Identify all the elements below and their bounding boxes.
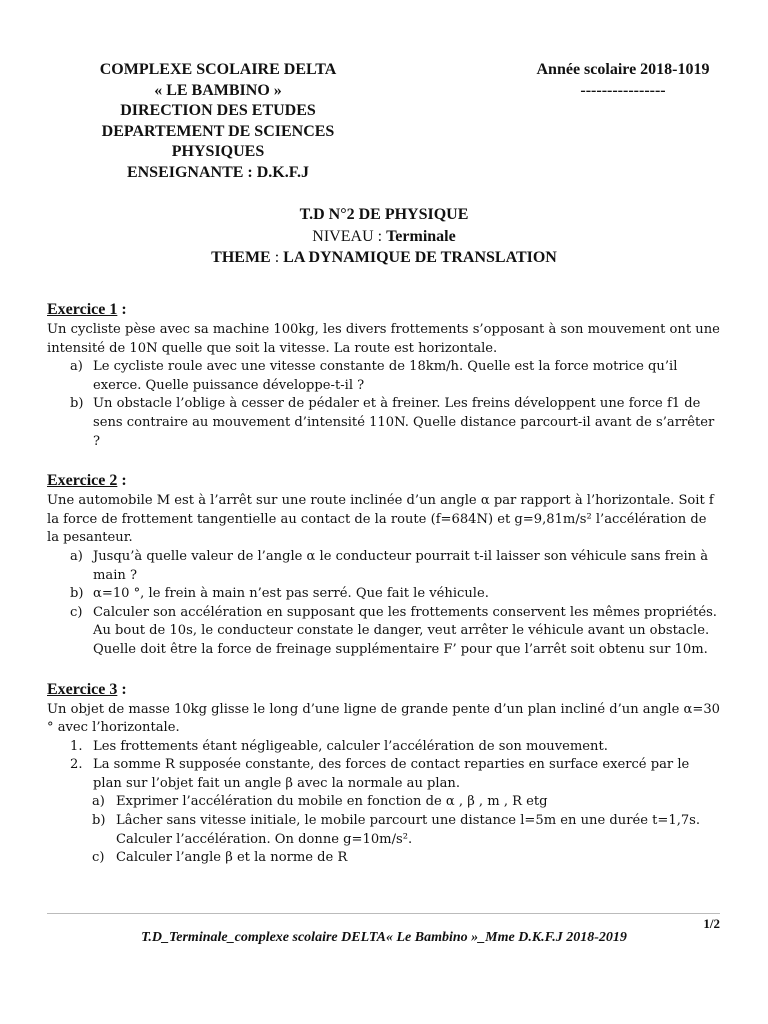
list-item: 2. La somme R supposée constante, des forces de contact reparties en surface exercé par le plan sur l’objet fait un angle β avec la normale au plan. [70,757,690,791]
direction-line: DIRECTION DES ETUDES [120,102,316,119]
year-dashes: ---------------- [580,81,666,99]
teacher-line: ENSEIGNANTE : D.K.F.J [126,163,310,181]
exercise-3-intro: Un objet de masse 10kg glisse le long d’une ligne de grande pente d’un plan incliné d’un angle α=30 ° avec l’horizontale. [47,701,720,736]
list-item: a) Le cycliste roule avec une vitesse constante de 18km/h. Quelle est la force motrice qu’il exerce. Quelle puissance développe-t-il ? [70,359,678,393]
list-item: c) Calculer l’angle β et la norme de R [92,850,348,866]
footer-divider [47,913,720,914]
school-header [48,60,388,183]
exercise-2-intro: Une automobile M est à l’arrêt sur une route inclinée d’un angle α par rapport à l’horizontale. Soit f la force de frottement tangentielle au contact de la route (f=684N) et g=9,81m/s² l’accélération de la pesanteur. [47,493,714,546]
school-year: Année scolaire 2018-1019 [536,61,710,78]
list-item: a) Exprimer l’accélération du mobile en fonction de α , β , m , R etg [92,794,548,810]
page-number: 1/2 [703,916,720,931]
school-name: COMPLEXE SCOLAIRE DELTA [99,61,337,78]
exercise-1 [47,300,720,451]
exercise-2 [47,471,720,659]
exercise-3 [47,680,720,868]
list-item: c) Calculer son accélération en supposant que les frottements conservent les mêmes propriétés. Au bout de 10s, le conducteur constate le danger, veut arrêter le véhicule avant un obstacle. Quelle doit être la force de freinage supplémentaire F’ pour que l’arrêt soit obtenu sur 10m. [70,604,717,657]
list-item: a) Jusqu’à quelle valeur de l’angle α le conducteur pourrait t-il laisser son véhicule sans frein à main ? [70,548,709,583]
exercise-3-heading: Exercice 3 : [47,680,127,698]
document-title [0,204,768,269]
list-item: 1. Les frottements étant négligeable, calculer l’accélération de son mouvement. [70,738,608,754]
list-item: b) Un obstacle l’oblige à cesser de pédaler et à freiner. Les freins développent une force f1 de sens contraire au mouvement d’intensité 110N. Quelle distance parcourt-il avant de s’arrêter ? [70,396,715,449]
department-line: DEPARTEMENT DE SCIENCES [101,122,335,140]
department-line-2: PHYSIQUES [171,143,265,160]
td-title: T.D N°2 DE PHYSIQUE [299,206,469,223]
exercise-body [47,300,720,868]
exercise-1-heading: Exercice 1 : [47,301,127,318]
year-header [508,60,738,101]
list-item: b) Lâcher sans vitesse initiale, le mobile parcourt une distance l=5m en une durée t=1,7s. Calculer l’accélération. On donne g=10m/s². [92,813,701,847]
list-item: b) α=10 °, le frein à main n’est pas serré. Que fait le véhicule. [70,586,489,602]
exercise-1-intro: Un cycliste pèse avec sa machine 100kg, les divers frottements s’opposant à son mouvement ont une intensité de 10N quelle que soit la vitesse. La route est horizontale. [47,322,720,356]
exercise-2-heading: Exercice 2 : [47,472,127,490]
theme-line: THEME : LA DYNAMIQUE DE TRANSLATION [211,249,557,266]
niveau-line: NIVEAU : Terminale [312,227,456,245]
page-footer: T.D_Terminale_complexe scolaire DELTA« Le Bambino »_Mme D.K.F.J 2018-2019 [141,930,627,945]
school-nickname: « LE BAMBINO » [154,81,282,99]
